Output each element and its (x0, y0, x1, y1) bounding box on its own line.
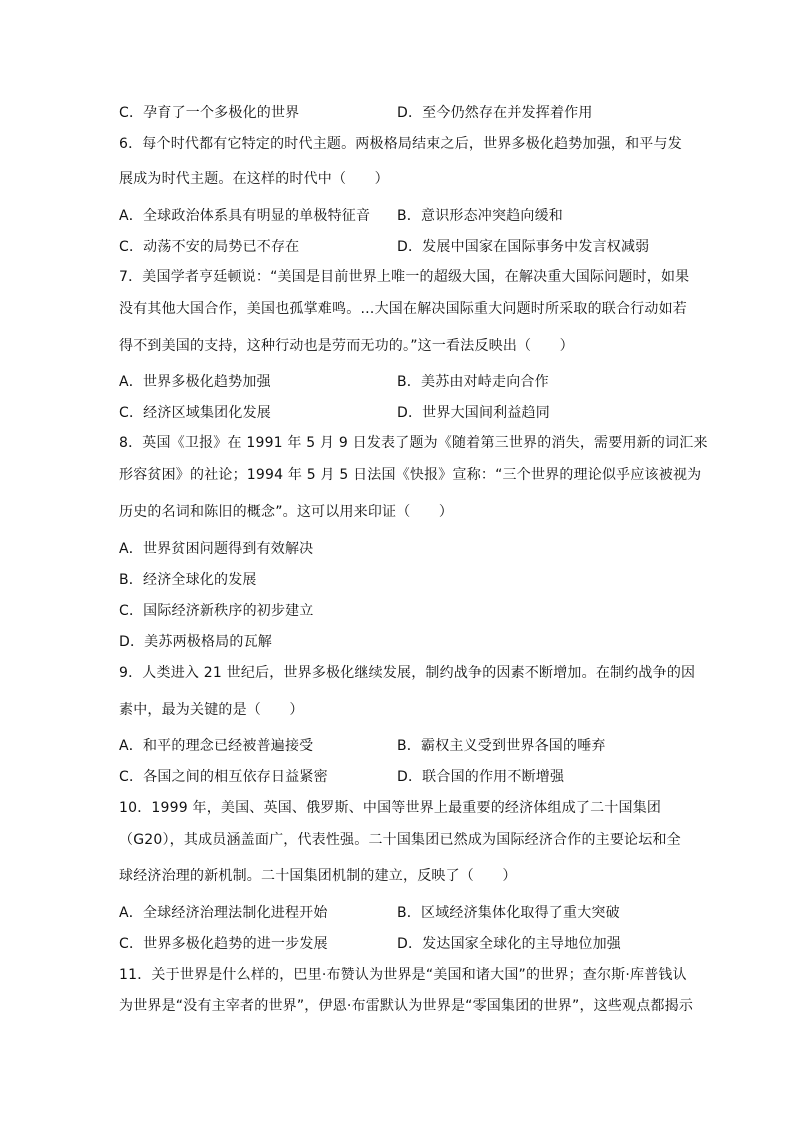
q9-stem-line-2: 素中，最为关键的是（ ） (119, 702, 304, 718)
q7-option-c: C．经济区域集团化发展 (119, 405, 271, 421)
q10-stem-line-1: 10．1999 年，美国、英国、俄罗斯、中国等世界上最重要的经济体组成了二十国集团 (119, 800, 662, 816)
q10-option-a: A．全球经济治理法制化进程开始 (119, 905, 328, 921)
q10-option-d: D．发达国家全球化的主导地位加强 (397, 936, 621, 952)
q5-option-c: C．孕育了一个多极化的世界 (119, 105, 300, 121)
q7-option-a: A．世界多极化趋势加强 (119, 374, 271, 390)
q8-stem-line-3: 历史的名词和陈旧的概念”。这可以用来印证（ ） (119, 504, 454, 520)
q7-option-d: D．世界大国间利益趋同 (397, 405, 550, 421)
q8-option-b: B．经济全球化的发展 (119, 572, 257, 588)
q9-option-d: D．联合国的作用不断增强 (397, 769, 565, 785)
q7-option-b: B．美苏由对峙走向合作 (397, 374, 549, 390)
q11-stem-line-2: 为世界是“没有主宰者的世界”，伊恩·布雷默认为世界是“零国集团的世界”，这些观点都揭示 (119, 998, 694, 1014)
q10-option-c: C．世界多极化趋势的进一步发展 (119, 936, 328, 952)
q6-option-c: C．动荡不安的局势已不存在 (119, 239, 300, 255)
q6-stem-line-2: 展成为时代主题。在这样的时代中（ ） (119, 171, 389, 187)
q8-stem-line-2: 形容贫困》的社论；1994 年 5 月 5 日法国《快报》宣称：“三个世界的理论似乎应该被视为 (119, 467, 702, 483)
q5-option-d: D．至今仍然存在并发挥着作用 (397, 105, 593, 121)
q9-option-a: A．和平的理念已经被普遍接受 (119, 738, 314, 754)
q8-option-d: D．美苏两极格局的瓦解 (119, 634, 272, 650)
q7-stem-line-2: 没有其他大国合作，美国也孤掌难鸣。…大国在解决国际重大问题时所采取的联合行动如若 (119, 301, 687, 317)
q6-stem-line-1: 6．每个时代都有它特定的时代主题。两极格局结束之后，世界多极化趋势加强，和平与发 (119, 136, 682, 152)
q6-option-b: B．意识形态冲突趋向缓和 (397, 208, 564, 224)
q8-option-a: A．世界贫困问题得到有效解决 (119, 541, 314, 557)
q7-stem-line-3: 得不到美国的支持，这种行动也是劳而无功的。”这一看法反映出（ ） (119, 338, 574, 354)
q7-stem-line-1: 7．美国学者亨廷顿说：“美国是目前世界上唯一的超级大国，在解决重大国际问题时，如果 (119, 269, 690, 285)
q9-option-b: B．霸权主义受到世界各国的唾弃 (397, 738, 606, 754)
q10-stem-line-2: （G20），其成员涵盖面广，代表性强。二十国集团已然成为国际经济合作的主要论坛和全 (119, 832, 681, 848)
q9-option-c: C．各国之间的相互依存日益紧密 (119, 769, 328, 785)
q8-stem-line-1: 8．英国《卫报》在 1991 年 5 月 9 日发表了题为《随着第三世界的消失，需要用新的词汇来 (119, 435, 708, 451)
q9-stem-line-1: 9．人类进入 21 世纪后，世界多极化继续发展，制约战争的因素不断增加。在制约战争的因 (119, 665, 696, 681)
q6-option-d: D．发展中国家在国际事务中发言权减弱 (397, 239, 650, 255)
q10-stem-line-3: 球经济治理的新机制。二十国集团机制的建立，反映了（ ） (119, 868, 517, 884)
q8-option-c: C．国际经济新秩序的初步建立 (119, 603, 314, 619)
q11-stem-line-1: 11．关于世界是什么样的，巴里·布赞认为世界是“美国和诸大国”的世界；查尔斯·库普钱认 (119, 967, 687, 983)
q6-option-a: A．全球政治体系具有明显的单极特征音 (119, 208, 371, 224)
q10-option-b: B．区域经济集体化取得了重大突破 (397, 905, 620, 921)
